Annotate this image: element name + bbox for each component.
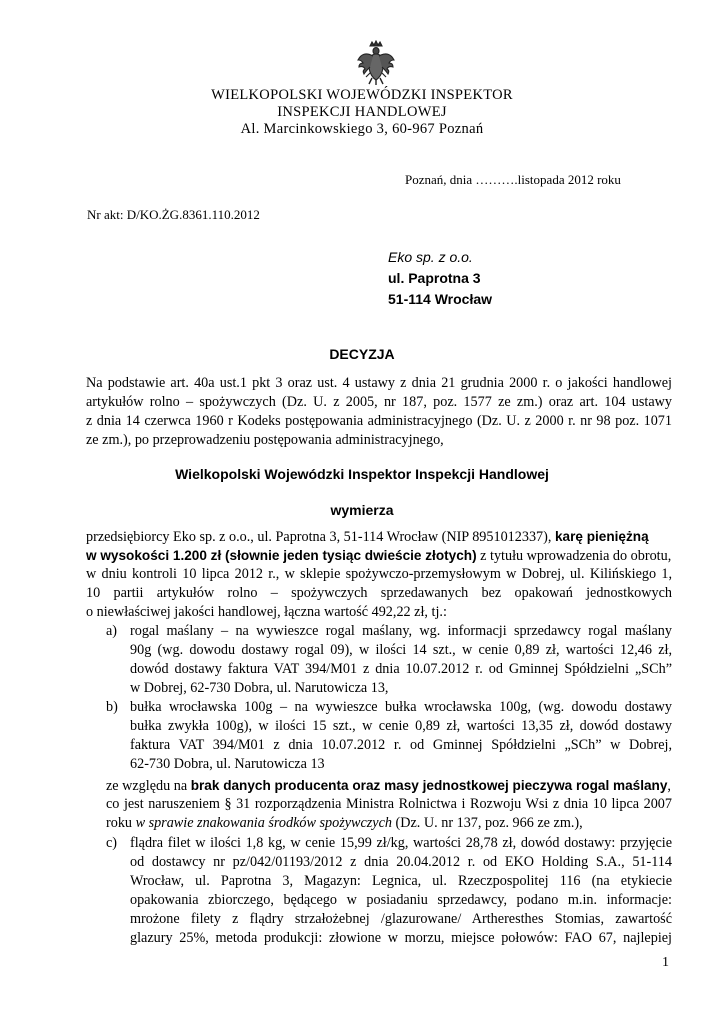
imposes-word: wymierza [330, 502, 394, 518]
header-address: Al. Marcinkowskiego 3, 60-967 Poznań [240, 121, 484, 137]
item-c-line-4: opakowania zbiorczego, będącego w posiadaniu sprzedawcy, podano m.in. informacje: [130, 892, 672, 908]
regulation-title: w sprawie znakowania środków spożywczych [135, 815, 392, 831]
body-line-4: 10 partii artykułów rolno – spożywczych sprzedawanych bez opakowań jednostkowych [86, 585, 672, 601]
body-line-1 [86, 527, 649, 547]
item-a-line-3: dowód dostawy faktura VAT 394/M01 z dnia 10.07.2012 r. od Gminnej Spółdzielni „SCh” [130, 661, 672, 677]
reason-year-word: roku [106, 815, 133, 831]
item-a-line-2: 90g (wg. dowodu dostawy rogal 09), w ilości 14 szt., w cenie 0,89 zł, wartości 12,46 zł, [130, 642, 672, 658]
reason-comma: , [667, 778, 671, 794]
eagle-emblem-icon [356, 40, 396, 86]
intro-line-3: z dnia 14 czerwca 1960 r Kodeks postępowania administracyjnego (Dz. U. z 2000 r. nr 98 poz. 1071 [86, 413, 672, 429]
place-date: Poznań, dnia ……….listopada 2012 roku [405, 172, 621, 187]
item-c-line-5: mrożone filety z flądry strzałożebnej /glazurowane/ Artheresthes Stomias, zawartość [130, 911, 672, 927]
case-number: Nr akt: D/KO.ŻG.8361.110.2012 [87, 207, 260, 222]
reason-line-1 [106, 776, 671, 796]
reason-highlight: brak danych producenta oraz masy jednostkowej pieczywa rogal maślany [190, 778, 668, 793]
penalty-label: karę pieniężną [554, 529, 649, 544]
decision-title: DECYZJA [329, 346, 395, 362]
body-line-3: w dniu kontroli 10 lipca 2012 r., w sklepie spożywczo-przemysłowym w Dobrej, ul. Kilińskiego 1, [86, 566, 672, 582]
item-b-line-1: bułka wrocławska 100g – na wywieszce bułka wrocławska 100g, (wg. dowodu dostawy [130, 699, 672, 715]
item-b-line-2: bułka zwykła 100g), w ilości 15 szt., w cenie 0,89 zł, wartości 13,35 zł, dowód dostawy [130, 718, 672, 734]
body-line-1-text: przedsiębiorcy Eko sp. z o.o., ul. Paprotna 3, 51-114 Wrocław (NIP 8951012337), [86, 529, 552, 545]
body-line-2-text: z tytułu wprowadzenia do obrotu, [480, 548, 672, 564]
item-b-line-3: faktura VAT 394/M01 z dnia 10.07.2012 r. od Gminnej Spółdzielni „SCh” w Dobrej, [130, 737, 672, 753]
addressee-city: 51-114 Wrocław [388, 291, 493, 307]
body-line-2 [86, 546, 671, 566]
item-b-line-4: 62-730 Dobra, ul. Narutowicza 13 [130, 756, 325, 772]
reason-citation: (Dz. U. nr 137, poz. 966 ze zm.), [395, 815, 583, 831]
item-a-line-4: w Dobrej, 62-730 Dobra, ul. Narutowicza 13, [130, 680, 389, 696]
intro-line-2: artykułów rolno – spożywczych (Dz. U. z 2005, nr 187, poz. 1577 ze zm.) oraz art. 104 ustawy [86, 394, 672, 410]
penalty-amount: w wysokości 1.200 zł (słownie jeden tysiąc dwieście złotych) [86, 548, 477, 563]
reason-line-3 [106, 814, 583, 833]
item-c-line-2: od dostawcy nr pz/042/01193/2012 z dnia 20.04.2012 r. od EKO Holding S.A., 51-114 [130, 854, 672, 870]
item-c-line-1: flądra filet w ilości 1,8 kg, w cenie 15,99 zł/kg, wartości 28,78 zł, dowód dostawy: przyjęcie [130, 835, 672, 851]
authority-name: Wielkopolski Wojewódzki Inspektor Inspekcji Handlowej [175, 466, 549, 482]
intro-line-1: Na podstawie art. 40a ust.1 pkt 3 oraz ust. 4 ustawy z dnia 21 grudnia 2000 r. o jakości handlowej [86, 375, 672, 391]
header-line-2: INSPEKCJI HANDLOWEJ [277, 104, 447, 120]
reason-prefix: ze względu na [106, 778, 188, 794]
item-c-label: c) [106, 835, 118, 851]
item-a-line-1: rogal maślany – na wywieszce rogal maślany, wg. informacji sprzedawcy rogal maślany [130, 623, 672, 639]
addressee-name: Eko sp. z o.o. [388, 249, 473, 265]
item-c-line-3: Wrocław, ul. Paprotna 3, Magazyn: Legnica, ul. Rzeczpospolitej 116 (na etykiecie [130, 873, 672, 889]
header-line-1: WIELKOPOLSKI WOJEWÓDZKI INSPEKTOR [211, 87, 513, 103]
item-b-label: b) [106, 699, 118, 715]
page-number: 1 [662, 955, 669, 970]
reason-line-2: co jest naruszeniem § 31 rozporządzenia Ministra Rolnictwa i Rozwoju Wsi z dnia 10 lipca 2007 [106, 796, 672, 812]
body-line-5: o niewłaściwej jakości handlowej, łączna wartość 492,22 zł, tj.: [86, 604, 447, 620]
intro-line-4: ze zm.), po przeprowadzeniu postępowania administracyjnego, [86, 432, 444, 448]
addressee-street: ul. Paprotna 3 [388, 270, 481, 286]
item-a-label: a) [106, 623, 118, 639]
item-c-line-6: glazury 25%, metoda produkcji: złowione w morzu, miejsce połowów: FAO 67, najlepiej [130, 930, 672, 946]
